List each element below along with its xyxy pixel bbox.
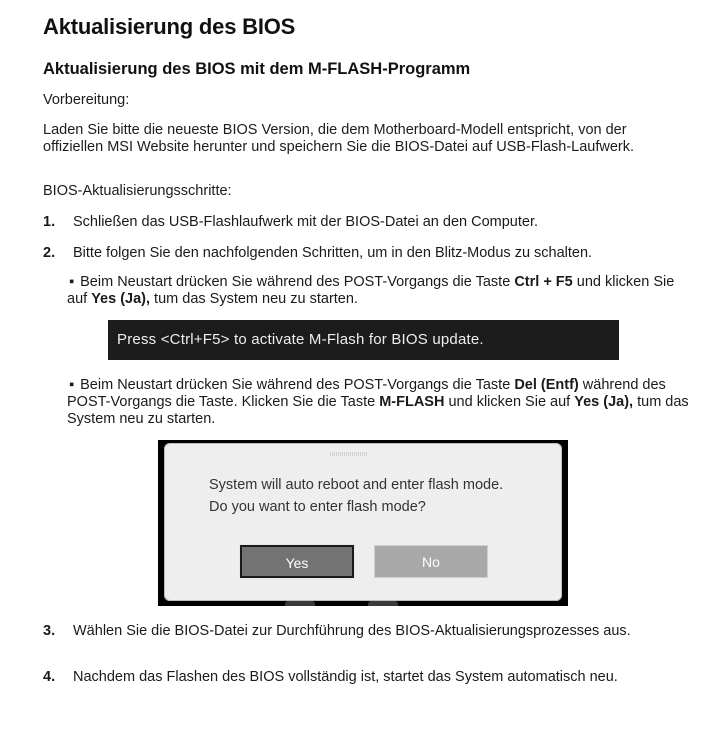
steps-label: BIOS-Aktualisierungsschritte: (43, 183, 232, 199)
bullet-text-post: tum das System neu zu starten. (67, 394, 689, 427)
step-1-number: 1. (43, 214, 56, 230)
flash-mode-dialog (164, 443, 562, 601)
step-4-text: Nachdem das Flashen des BIOS vollständig ist, startet das System automatisch neu. (73, 669, 618, 685)
yes-ja-label: Yes (Ja), (91, 291, 151, 307)
step-1-text: Schließen das USB-Flashlaufwerk mit der BIOS-Datei an den Computer. (73, 214, 539, 230)
dialog-bottom-tab (368, 601, 398, 606)
yes-ja-label: Yes (Ja), (574, 394, 634, 410)
dialog-bottom-tab (285, 601, 315, 606)
bullet-marker: ▪ (69, 377, 75, 393)
dialog-message-line1: System will auto reboot and enter flash mode. (209, 477, 504, 493)
bullet-text-post: tum das System neu zu starten. (150, 291, 358, 307)
bullet-text-mid2: und klicken Sie auf (444, 394, 575, 410)
bullet-marker: ▪ (69, 274, 75, 290)
key-del-entf: Del (Entf) (514, 377, 579, 393)
page-title: Aktualisierung des BIOS (43, 14, 296, 39)
bullet-text-mid: während des POST-Vorgangs die Taste. Klicken Sie die Taste (67, 377, 666, 410)
bullet-ctrl-f5 (67, 274, 689, 308)
step-2-text: Bitte folgen Sie den nachfolgenden Schritten, um in den Blitz-Modus zu schalten. (73, 245, 593, 261)
bullet-del-entf (67, 377, 689, 428)
bullet-text-mid: und klicken Sie auf (67, 274, 675, 307)
dialog-message-line2: Do you want to enter flash mode? (209, 499, 426, 515)
m-flash-label: M-FLASH (379, 394, 445, 410)
preparation-label: Vorbereitung: (43, 92, 130, 108)
dialog-drag-grip[interactable] (330, 452, 368, 456)
no-button[interactable]: No (374, 545, 488, 578)
key-ctrl-f5: Ctrl + F5 (514, 274, 573, 290)
preparation-text: Laden Sie bitte die neueste BIOS Version, die dem Motherboard-Modell entspricht, von der offiziellen MSI Website herunter und speichern Sie die BIOS-Datei auf USB-Flash-Laufwerk. (43, 122, 635, 155)
step-2-number: 2. (43, 245, 56, 261)
post-screen-message: Press <Ctrl+F5> to activate M-Flash for BIOS update. (108, 320, 619, 360)
yes-button[interactable]: Yes (240, 545, 354, 578)
step-3-text: Wählen Sie die BIOS-Datei zur Durchführung des BIOS-Aktualisierungsprozesses aus. (73, 623, 631, 639)
step-4-number: 4. (43, 669, 56, 685)
step-3-number: 3. (43, 623, 56, 639)
section-subtitle: Aktualisierung des BIOS mit dem M-FLASH-Programm (43, 60, 471, 78)
bullet-text-pre: Beim Neustart drücken Sie während des POST-Vorgangs die Taste (80, 377, 515, 393)
bullet-text-pre: Beim Neustart drücken Sie während des POST-Vorgangs die Taste (80, 274, 515, 290)
